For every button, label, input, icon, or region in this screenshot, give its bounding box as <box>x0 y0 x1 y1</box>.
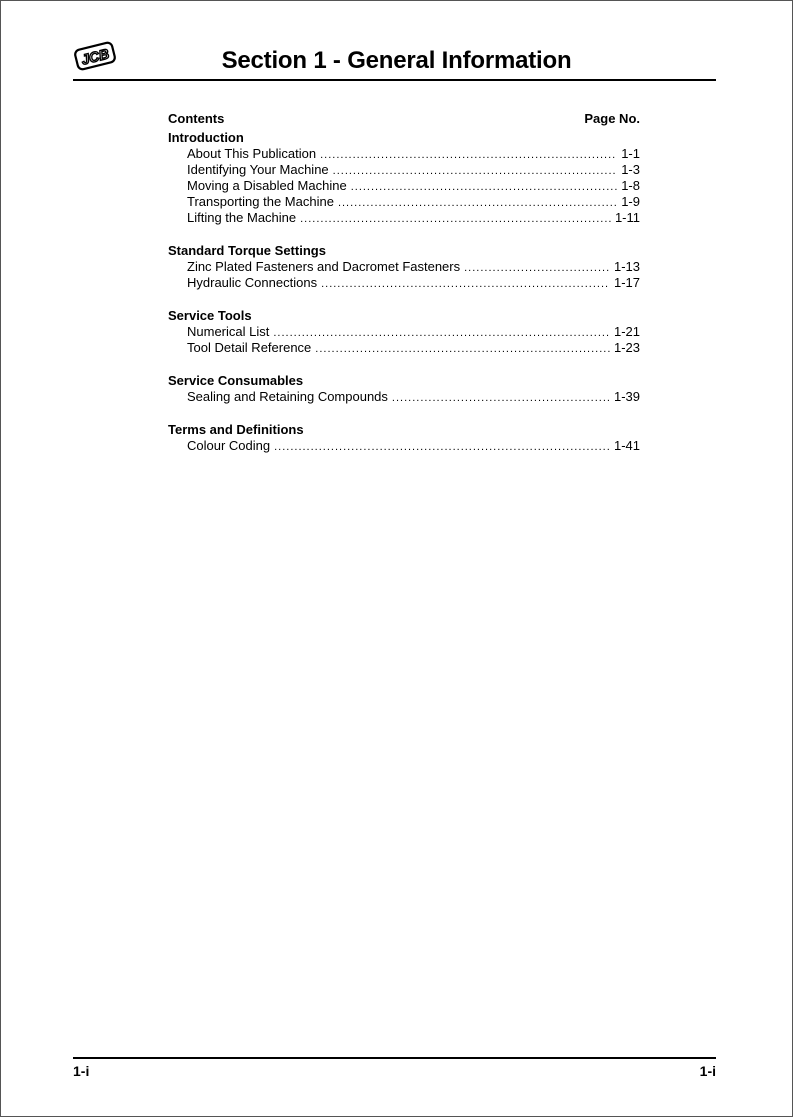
entry-label: Hydraulic Connections <box>187 275 318 290</box>
entry-label: About This Publication <box>187 146 317 161</box>
toc-entry[interactable] <box>168 324 640 340</box>
dot-leader <box>320 147 617 163</box>
group-title: Service Tools <box>168 308 252 323</box>
toc-entry[interactable] <box>168 275 640 291</box>
entry-label: Sealing and Retaining Compounds <box>187 389 388 404</box>
dot-leader <box>392 390 610 406</box>
entry-label: Tool Detail Reference <box>187 340 312 355</box>
entry-page: 1-8 <box>621 178 640 193</box>
entry-label: Lifting the Machine <box>187 210 297 225</box>
toc-entry[interactable] <box>168 210 640 226</box>
footer-page-number-left: 1-i <box>73 1063 90 1079</box>
group-title: Introduction <box>168 130 244 145</box>
entry-page: 1-13 <box>613 259 640 274</box>
entry-page: 1-23 <box>613 340 640 355</box>
toc-entry[interactable] <box>168 194 640 210</box>
dot-leader <box>273 325 610 341</box>
entry-label: Moving a Disabled Machine <box>187 178 347 193</box>
entry-page: 1-17 <box>613 275 640 290</box>
dot-leader <box>351 179 618 195</box>
entry-page: 1-21 <box>613 324 640 339</box>
svg-text:JCB: JCB <box>79 45 111 68</box>
entry-label: Numerical List <box>187 324 270 339</box>
toc-entry[interactable] <box>168 259 640 275</box>
toc-entry[interactable] <box>168 340 640 356</box>
entry-page: 1-11 <box>614 210 640 225</box>
toc-entry[interactable] <box>168 146 640 162</box>
dot-leader <box>464 260 610 276</box>
entry-page: 1-1 <box>621 146 640 161</box>
toc-group-standard-torque-settings <box>168 242 640 291</box>
entry-page: 1-39 <box>613 389 640 404</box>
group-title: Terms and Definitions <box>168 422 304 437</box>
footer-rule <box>73 1057 716 1059</box>
toc-group-terms-and-definitions <box>168 421 640 454</box>
entry-label: Transporting the Machine <box>187 194 334 209</box>
entry-page: 1-3 <box>621 162 640 177</box>
entry-page: 1-9 <box>621 194 640 209</box>
footer-page-number-right: 1-i <box>699 1063 716 1079</box>
title-rule <box>73 79 716 81</box>
dot-leader <box>333 163 618 179</box>
entry-label: Identifying Your Machine <box>187 162 329 177</box>
table-of-contents <box>168 110 640 470</box>
page-title: Section 1 - General Information <box>221 47 572 74</box>
dot-leader <box>315 341 610 357</box>
toc-group-introduction <box>168 129 640 226</box>
dot-leader <box>274 439 610 455</box>
toc-entry[interactable] <box>168 178 640 194</box>
entry-label: Colour Coding <box>187 438 271 453</box>
group-title: Service Consumables <box>168 373 304 388</box>
toc-header <box>168 110 640 127</box>
entry-page: 1-41 <box>613 438 640 453</box>
toc-entry[interactable] <box>168 162 640 178</box>
toc-entry[interactable] <box>168 438 640 454</box>
group-title: Standard Torque Settings <box>168 243 326 258</box>
dot-leader <box>338 195 617 211</box>
contents-label: Contents <box>168 111 225 126</box>
page-no-label: Page No. <box>584 111 640 126</box>
toc-group-service-tools <box>168 307 640 356</box>
entry-label: Zinc Plated Fasteners and Dacromet Fasteners <box>187 259 461 274</box>
toc-entry[interactable] <box>168 389 640 405</box>
toc-group-service-consumables <box>168 372 640 405</box>
dot-leader <box>321 276 610 292</box>
dot-leader <box>300 211 611 227</box>
